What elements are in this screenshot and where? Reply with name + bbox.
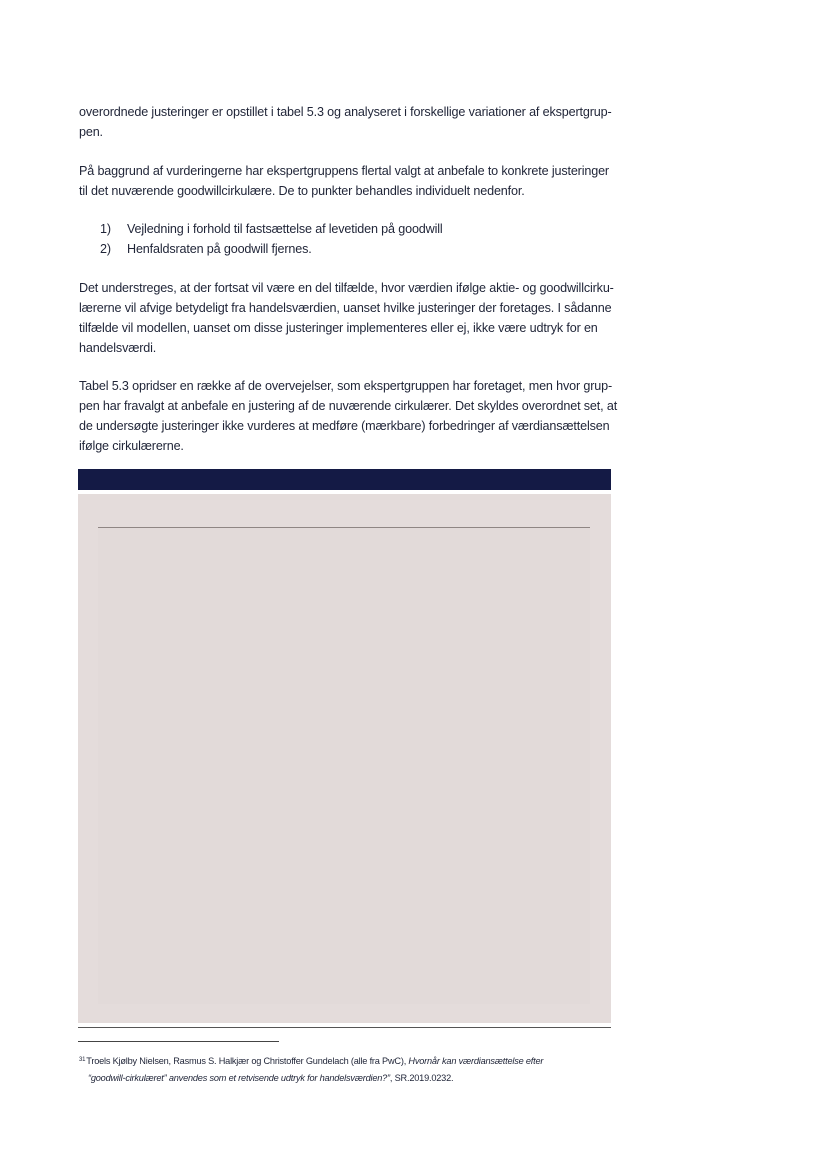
text-line: de undersøgte justeringer ikke vurderes at medføre (mærkbare) forbedringer af værdiansættelsen	[79, 419, 610, 433]
text-line: Tabel 5.3 opridser en række af de overvejelser, som ekspertgruppen har foretaget, men hvor grup-	[79, 379, 613, 393]
footnote-line	[79, 1070, 619, 1087]
table-body	[78, 494, 611, 1023]
footnote-divider	[78, 1041, 279, 1042]
text-line: tilfælde vil modellen, uanset om disse justeringer implementeres eller ej, ikke være udtryk for en	[79, 321, 598, 335]
list-item-number: 1)	[100, 222, 111, 236]
list-item-text: Vejledning i forhold til fastsættelse af levetiden på goodwill	[127, 222, 443, 236]
footnote-authors: Troels Kjølby Nielsen, Rasmus S. Halkjær og Christoffer Gundelach (alle fra PwC),	[86, 1056, 409, 1066]
table-content-area	[98, 528, 590, 1004]
text-line: handelsværdi.	[79, 341, 157, 355]
paragraph-intro	[79, 102, 611, 142]
text-line: pen.	[79, 125, 103, 139]
footnote-line	[79, 1052, 619, 1070]
paragraph-table-intro	[79, 376, 618, 456]
list-item	[100, 239, 600, 259]
text-line: overordnede justeringer er opstillet i tabel 5.3 og analyseret i forskellige variationer af ekspertgrup-	[79, 105, 612, 119]
text-line: pen har fravalgt at anbefale en justering af de nuværende cirkulærer. Det skyldes overordnet set, at	[79, 399, 618, 413]
paragraph-recommendation	[79, 161, 611, 201]
text-line: ifølge cirkulærerne.	[79, 439, 184, 453]
footnote-title: “goodwill-cirkulæret” anvendes som et retvisende udtryk for handelsværdien?”	[88, 1073, 390, 1083]
footnote-reference: , SR.2019.0232.	[389, 1073, 454, 1083]
footnote-title: Hvornår kan værdiansættelse efter	[408, 1056, 544, 1066]
paragraph-caveat	[79, 278, 614, 358]
footnote	[79, 1052, 619, 1087]
text-line: lærerne vil afvige betydeligt fra handelsværdien, uanset hvilke justeringer der foretages. I sådanne	[79, 301, 612, 315]
table-bottom-rule	[78, 1027, 611, 1028]
text-line: På baggrund af vurderingerne har ekspertgruppens flertal valgt at anbefale to konkrete justeringer	[79, 164, 609, 178]
list-item-text: Henfaldsraten på goodwill fjernes.	[127, 242, 312, 256]
footnote-number: 31	[79, 1057, 86, 1063]
list-item-number: 2)	[100, 242, 111, 256]
text-line: Det understreges, at der fortsat vil være en del tilfælde, hvor værdien ifølge aktie- og goodwillcirku-	[79, 281, 614, 295]
recommendation-list	[100, 219, 600, 259]
list-item	[100, 219, 600, 239]
text-line: til det nuværende goodwillcirkulære. De to punkter behandles individuelt nedenfor.	[79, 184, 525, 198]
table-header-bar	[78, 469, 611, 490]
